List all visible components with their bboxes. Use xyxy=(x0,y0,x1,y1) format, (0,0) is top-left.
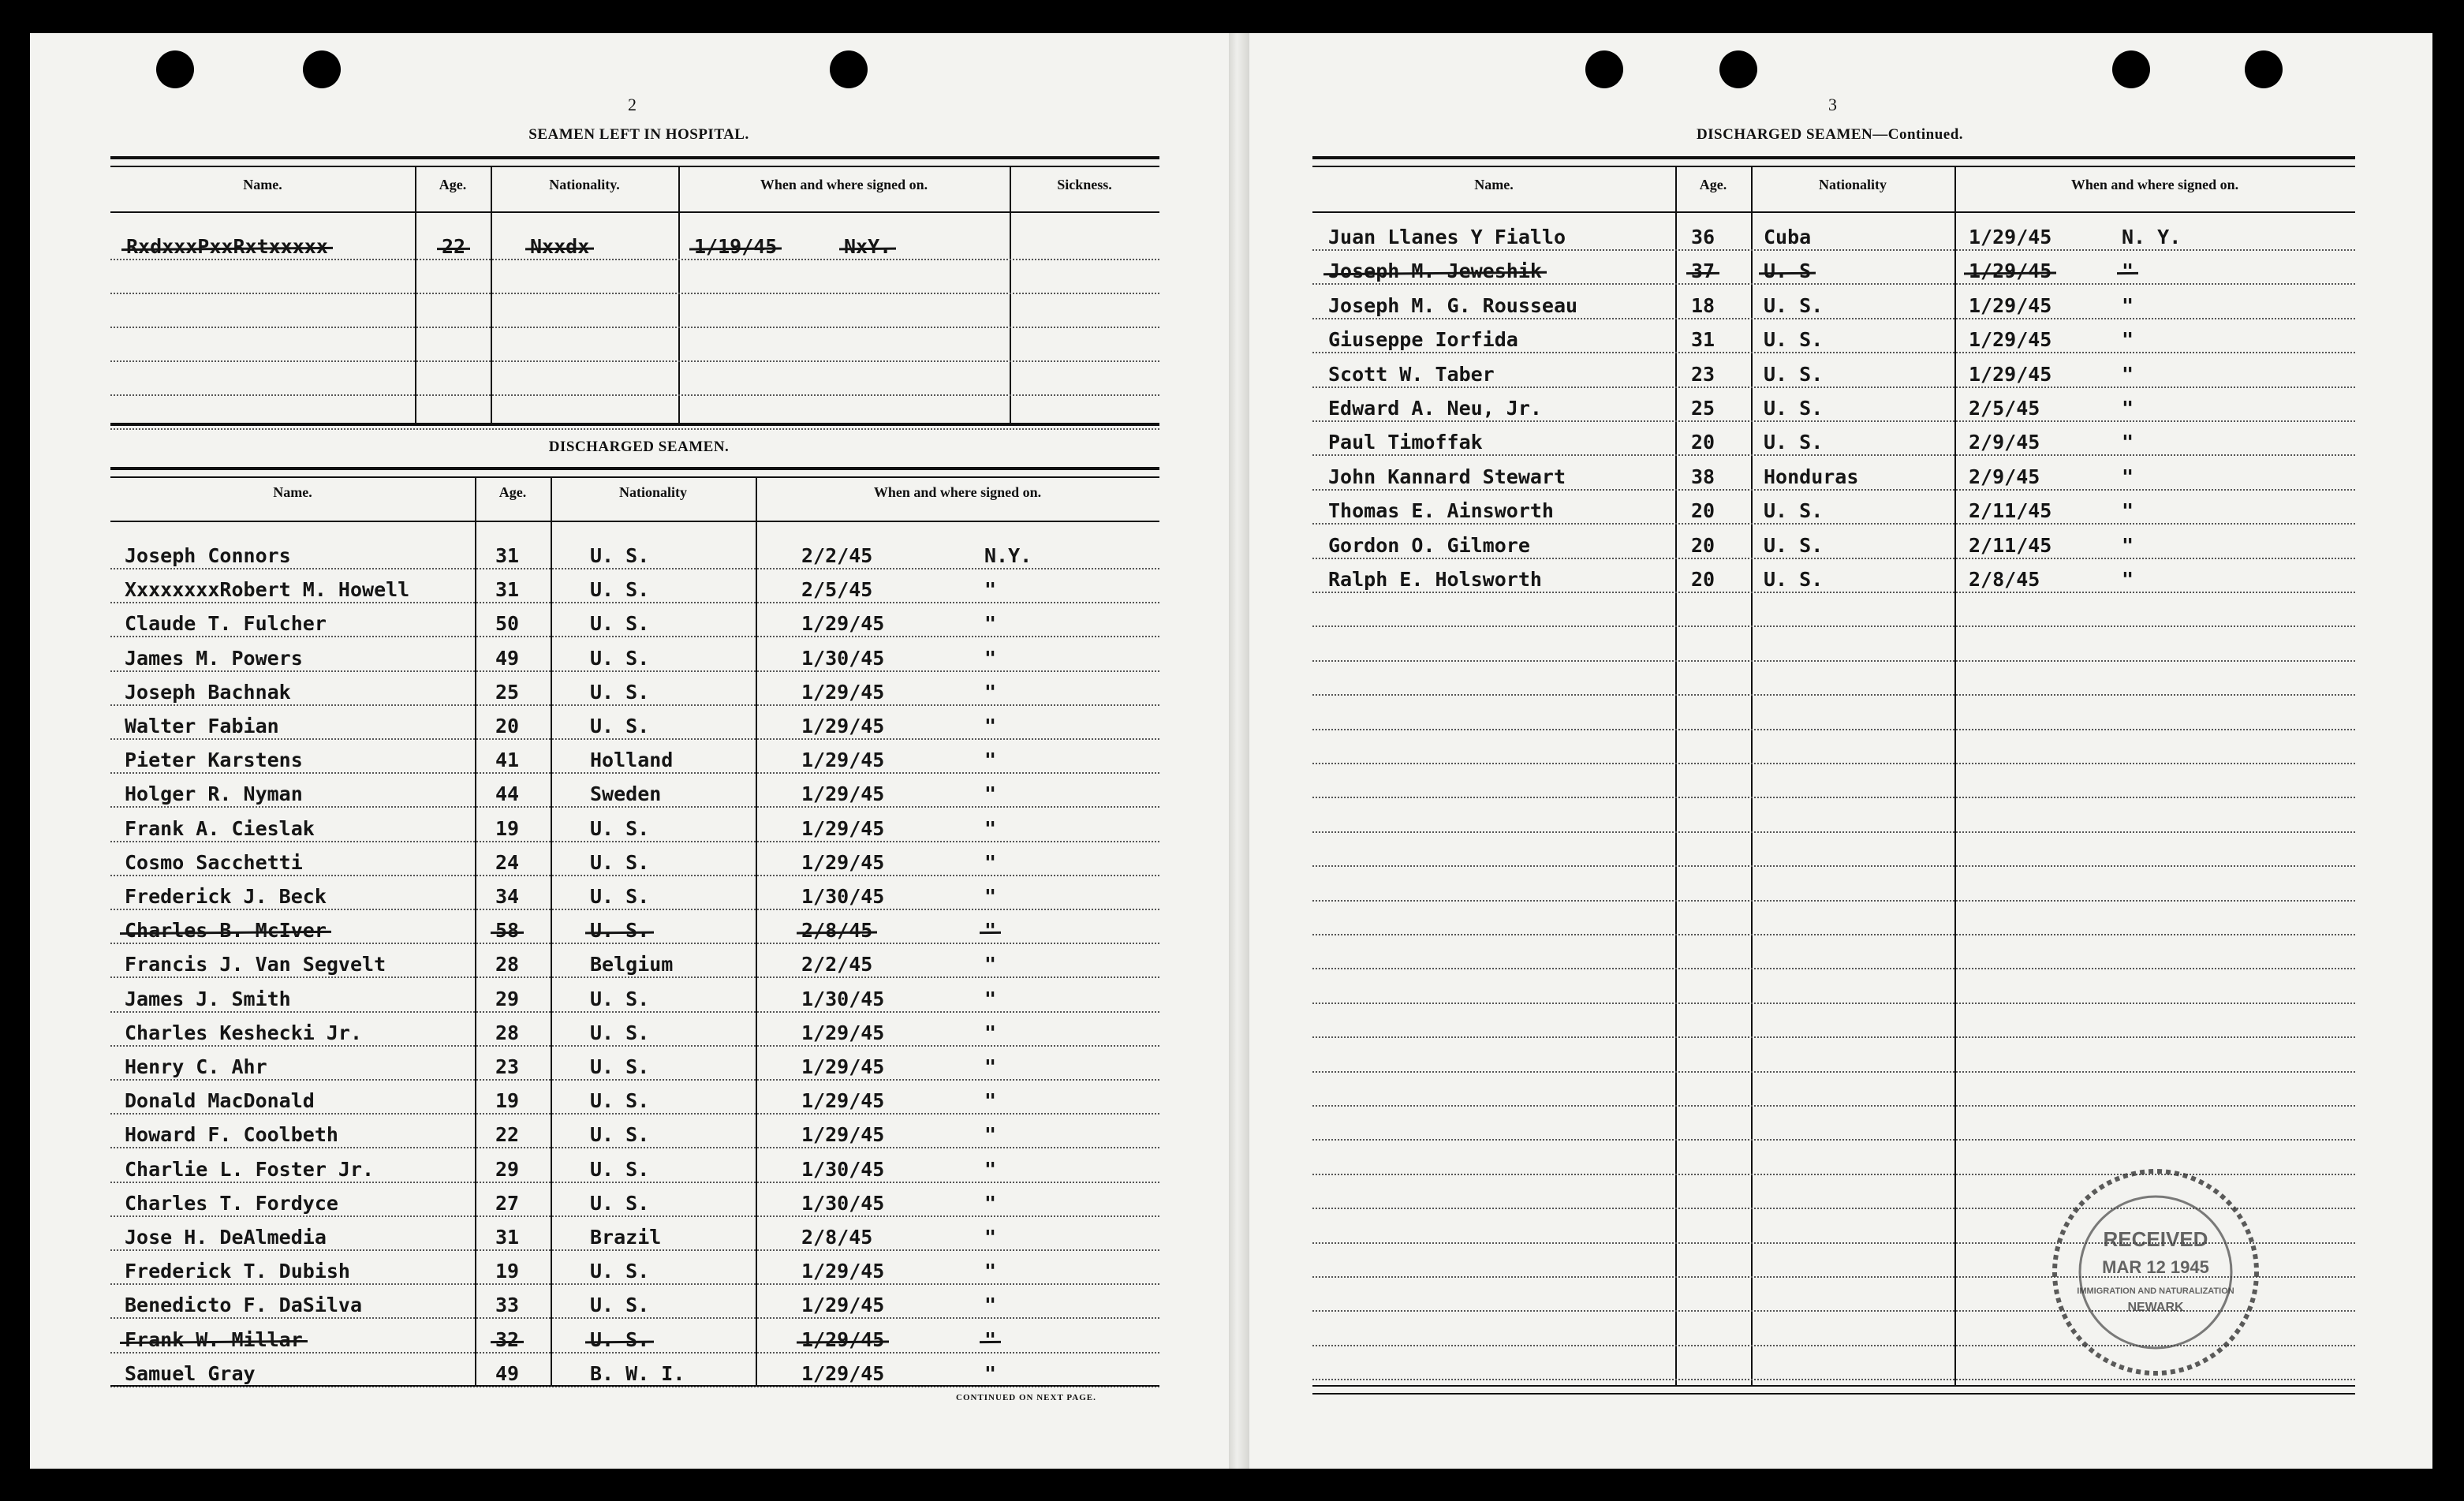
discharged-age-cell: 28 xyxy=(495,953,520,976)
discharged-nationality-cell: U. S. xyxy=(590,1158,650,1181)
discharged-date-cell: 1/30/45 xyxy=(801,885,885,908)
row-rule xyxy=(1312,523,2355,525)
row-rule xyxy=(1312,1139,2355,1141)
discharged-age-cell: 29 xyxy=(495,1158,520,1181)
continued-name-cell: Joseph M. Jeweshik xyxy=(1328,260,1542,282)
column-divider xyxy=(1675,166,1677,1385)
continued-nationality-cell: U. S. xyxy=(1764,397,1824,420)
discharged-age-cell: 50 xyxy=(495,612,520,635)
discharged-name-cell: Charles T. Fordyce xyxy=(125,1192,338,1215)
row-rule xyxy=(110,909,1159,910)
continued-place-cell: " xyxy=(2122,534,2134,557)
discharged-nationality-cell: U. S. xyxy=(590,919,650,942)
discharged-nationality-cell: U. S. xyxy=(590,1089,650,1112)
row-rule xyxy=(110,259,1159,260)
discharged-age-cell: 32 xyxy=(495,1328,520,1351)
continued-nationality-cell: U. S. xyxy=(1764,568,1824,591)
hospital-age-cell: 22 xyxy=(442,235,466,258)
discharged-date-cell: 1/29/45 xyxy=(801,715,885,737)
discharged-date-cell: 2/8/45 xyxy=(801,919,873,942)
continued-nationality-cell: Cuba xyxy=(1764,226,1812,248)
discharged-age-cell: 33 xyxy=(495,1294,520,1316)
discharged-name-cell: Frederick T. Dubish xyxy=(125,1260,350,1283)
row-rule xyxy=(110,670,1159,672)
discharged-place-cell: " xyxy=(984,988,997,1010)
continued-date-cell: 1/29/45 xyxy=(1969,328,2052,351)
discharged-place-cell: " xyxy=(984,1158,997,1181)
continued-name-cell: Ralph E. Holsworth xyxy=(1328,568,1542,591)
discharged-name-cell: Donald MacDonald xyxy=(125,1089,315,1112)
continued-nationality-cell: U. S. xyxy=(1764,363,1824,386)
row-rule xyxy=(1312,386,2355,388)
discharged-age-cell: 31 xyxy=(495,578,520,601)
discharged-date-cell: 1/30/45 xyxy=(801,1158,885,1181)
continued-place-cell: " xyxy=(2122,431,2134,454)
discharged-place-cell: " xyxy=(984,1192,997,1215)
punch-hole xyxy=(1719,50,1757,88)
row-rule xyxy=(110,602,1159,603)
row-rule xyxy=(1312,1071,2355,1073)
row-rule xyxy=(110,1079,1159,1081)
continued-age-cell: 37 xyxy=(1691,260,1715,282)
column-divider xyxy=(491,166,492,423)
discharged-nationality-cell: U. S. xyxy=(590,1021,650,1044)
continued-age-cell: 20 xyxy=(1691,568,1715,591)
discharged-date-cell: 1/29/45 xyxy=(801,1362,885,1385)
rule xyxy=(1312,211,2355,213)
discharged-name-cell: Charles B. McIver xyxy=(125,919,327,942)
page-number-right: 3 xyxy=(1828,95,1837,114)
row-rule xyxy=(110,1215,1159,1217)
discharged-date-cell: 2/8/45 xyxy=(801,1226,873,1249)
discharged-name-cell: Claude T. Fulcher xyxy=(125,612,327,635)
row-rule xyxy=(110,772,1159,774)
discharged-name-cell: James J. Smith xyxy=(125,988,291,1010)
discharged-date-cell: 1/29/45 xyxy=(801,1055,885,1078)
row-rule xyxy=(1312,625,2355,627)
row-rule xyxy=(110,704,1159,706)
row-rule xyxy=(1312,420,2355,422)
continued-nationality-cell: U. S xyxy=(1764,260,1812,282)
row-rule xyxy=(110,875,1159,876)
row-rule xyxy=(110,1147,1159,1148)
discharged-name-cell: Benedicto F. DaSilva xyxy=(125,1294,363,1316)
discharged-place-cell: " xyxy=(984,681,997,704)
column-divider xyxy=(415,166,416,423)
continued-place-cell: " xyxy=(2122,568,2134,591)
row-rule xyxy=(1312,660,2355,662)
row-rule xyxy=(110,293,1159,294)
discharged-place-cell: " xyxy=(984,1021,997,1044)
row-rule xyxy=(110,1182,1159,1183)
discharged-nationality-cell: U. S. xyxy=(590,885,650,908)
discharged-name-cell: XxxxxxxxRobert M. Howell xyxy=(125,578,410,601)
discharged-nationality-cell: U. S. xyxy=(590,1294,650,1316)
discharged-age-cell: 31 xyxy=(495,544,520,567)
continued-age-cell: 36 xyxy=(1691,226,1715,248)
continued-footer: CONTINUED ON NEXT PAGE. xyxy=(956,1393,1096,1402)
stamp-line-3: IMMIGRATION AND NATURALIZATION xyxy=(2077,1286,2234,1296)
row-rule xyxy=(110,327,1159,328)
row-rule xyxy=(1312,283,2355,285)
continued-place-cell: " xyxy=(2122,294,2134,317)
hospital-section-title: SEAMEN LEFT IN HOSPITAL. xyxy=(528,126,749,143)
punch-hole xyxy=(156,50,194,88)
discharged-place-cell: " xyxy=(984,919,997,942)
discharged-place-cell: " xyxy=(984,749,997,771)
rule xyxy=(110,521,1159,522)
row-rule xyxy=(110,1011,1159,1013)
column-divider xyxy=(1954,166,1956,1385)
discharged-date-cell: 1/29/45 xyxy=(801,1260,885,1283)
rule xyxy=(110,423,1159,426)
row-rule xyxy=(110,976,1159,978)
continued-header-age: Age. xyxy=(1699,177,1727,192)
row-rule xyxy=(1312,592,2355,593)
received-stamp xyxy=(2049,1166,2262,1379)
discharged-date-cell: 1/29/45 xyxy=(801,612,885,635)
hospital-nationality-cell: Nxxdx xyxy=(530,235,590,258)
discharged-place-cell: " xyxy=(984,1260,997,1283)
column-divider xyxy=(678,166,680,423)
discharged-age-cell: 29 xyxy=(495,988,520,1010)
discharged-date-cell: 1/29/45 xyxy=(801,1328,885,1351)
discharged-nationality-cell: U. S. xyxy=(590,647,650,670)
rule xyxy=(110,476,1159,478)
discharged-header-age: Age. xyxy=(498,484,527,500)
discharged-place-cell: " xyxy=(984,1226,997,1249)
discharged-name-cell: Pieter Karstens xyxy=(125,749,303,771)
row-rule xyxy=(110,1249,1159,1251)
discharged-section-title: DISCHARGED SEAMEN. xyxy=(548,439,730,455)
discharged-nationality-cell: U. S. xyxy=(590,1260,650,1283)
discharged-name-cell: Frank A. Cieslak xyxy=(125,817,315,840)
discharged-date-cell: 1/29/45 xyxy=(801,1021,885,1044)
row-rule xyxy=(110,943,1159,944)
row-rule xyxy=(1312,352,2355,353)
discharged-place-cell: " xyxy=(984,885,997,908)
discharged-nationality-cell: Belgium xyxy=(590,953,674,976)
continued-nationality-cell: U. S. xyxy=(1764,499,1824,522)
row-rule xyxy=(1312,763,2355,764)
discharged-age-cell: 41 xyxy=(495,749,520,771)
discharged-date-cell: 1/29/45 xyxy=(801,749,885,771)
discharged-date-cell: 1/30/45 xyxy=(801,1192,885,1215)
row-rule xyxy=(1312,489,2355,491)
discharged-nationality-cell: U. S. xyxy=(590,1328,650,1351)
punch-hole xyxy=(830,50,868,88)
discharged-name-cell: Charles Keshecki Jr. xyxy=(125,1021,363,1044)
continued-header-name: Name. xyxy=(1474,177,1514,192)
rule xyxy=(110,467,1159,470)
discharged-place-cell: " xyxy=(984,1294,997,1316)
discharged-place-cell: " xyxy=(984,1089,997,1112)
continued-date-cell: 2/11/45 xyxy=(1969,534,2052,557)
discharged-age-cell: 49 xyxy=(495,1362,520,1385)
row-rule xyxy=(110,360,1159,362)
discharged-place-cell: " xyxy=(984,817,997,840)
discharged-nationality-cell: B. W. I. xyxy=(590,1362,685,1385)
discharged-nationality-cell: Sweden xyxy=(590,782,662,805)
row-rule xyxy=(110,806,1159,808)
continued-place-cell: N. Y. xyxy=(2122,226,2182,248)
row-rule xyxy=(1312,694,2355,696)
discharged-header-name: Name. xyxy=(273,484,312,500)
hospital-header-name: Name. xyxy=(243,177,282,192)
rule xyxy=(1312,156,2355,159)
discharged-name-cell: Francis J. Van Segvelt xyxy=(125,953,386,976)
continued-date-cell: 2/5/45 xyxy=(1969,397,2040,420)
row-rule xyxy=(1312,831,2355,833)
row-rule xyxy=(110,428,1159,430)
punch-hole xyxy=(2245,50,2283,88)
continued-name-cell: Juan Llanes Y Fiallo xyxy=(1328,226,1566,248)
punch-hole xyxy=(2112,50,2150,88)
discharged-age-cell: 19 xyxy=(495,817,520,840)
discharged-place-cell: " xyxy=(984,578,997,601)
discharged-name-cell: Frank W. Millar xyxy=(125,1328,303,1351)
discharged-age-cell: 25 xyxy=(495,681,520,704)
continued-name-cell: Joseph M. G. Rousseau xyxy=(1328,294,1578,317)
discharged-date-cell: 2/2/45 xyxy=(801,544,873,567)
discharged-age-cell: 22 xyxy=(495,1123,520,1146)
row-rule xyxy=(110,1113,1159,1115)
continued-place-cell: " xyxy=(2122,499,2134,522)
continued-name-cell: Giuseppe Iorfida xyxy=(1328,328,1518,351)
continued-age-cell: 38 xyxy=(1691,465,1715,488)
discharged-header-signed-on: When and where signed on. xyxy=(873,484,1042,500)
continued-nationality-cell: U. S. xyxy=(1764,294,1824,317)
discharged-place-cell: " xyxy=(984,1328,997,1351)
row-rule xyxy=(110,568,1159,569)
discharged-name-cell: Walter Fabian xyxy=(125,715,279,737)
discharged-age-cell: 34 xyxy=(495,885,520,908)
continued-date-cell: 1/29/45 xyxy=(1969,226,2052,248)
discharged-date-cell: 1/29/45 xyxy=(801,782,885,805)
discharged-date-cell: 1/29/45 xyxy=(801,681,885,704)
discharged-date-cell: 1/29/45 xyxy=(801,1123,885,1146)
discharged-date-cell: 1/29/45 xyxy=(801,1089,885,1112)
discharged-place-cell: " xyxy=(984,953,997,976)
row-rule xyxy=(110,1352,1159,1354)
discharged-nationality-cell: U. S. xyxy=(590,817,650,840)
continued-name-cell: Gordon O. Gilmore xyxy=(1328,534,1530,557)
hospital-place-cell: NxY. xyxy=(844,235,892,258)
discharged-date-cell: 2/2/45 xyxy=(801,953,873,976)
continued-date-cell: 1/29/45 xyxy=(1969,294,2052,317)
continued-date-cell: 1/29/45 xyxy=(1969,260,2052,282)
punch-hole xyxy=(1585,50,1623,88)
discharged-place-cell: " xyxy=(984,1123,997,1146)
stamp-line-2: MAR 12 1945 xyxy=(2102,1257,2209,1277)
row-rule xyxy=(1312,454,2355,456)
continued-age-cell: 31 xyxy=(1691,328,1715,351)
continued-section-title: DISCHARGED SEAMEN—Continued. xyxy=(1696,126,1964,143)
continued-age-cell: 23 xyxy=(1691,363,1715,386)
continued-place-cell: " xyxy=(2122,260,2134,282)
discharged-header-nationality: Nationality xyxy=(618,484,687,500)
stamp-line-4: NEWARK xyxy=(2127,1301,2184,1314)
discharged-place-cell: " xyxy=(984,851,997,874)
continued-age-cell: 20 xyxy=(1691,499,1715,522)
continued-place-cell: " xyxy=(2122,363,2134,386)
discharged-nationality-cell: U. S. xyxy=(590,988,650,1010)
continued-age-cell: 20 xyxy=(1691,534,1715,557)
hospital-date-cell: 1/19/45 xyxy=(694,235,778,258)
rule xyxy=(110,156,1159,159)
continued-nationality-cell: Honduras xyxy=(1764,465,1859,488)
continued-nationality-cell: U. S. xyxy=(1764,328,1824,351)
row-rule xyxy=(1312,1105,2355,1107)
discharged-nationality-cell: U. S. xyxy=(590,851,650,874)
discharged-age-cell: 27 xyxy=(495,1192,520,1215)
continued-place-cell: " xyxy=(2122,397,2134,420)
discharged-name-cell: James M. Powers xyxy=(125,647,303,670)
discharged-nationality-cell: U. S. xyxy=(590,1192,650,1215)
discharged-name-cell: Cosmo Sacchetti xyxy=(125,851,303,874)
continued-name-cell: Edward A. Neu, Jr. xyxy=(1328,397,1542,420)
discharged-nationality-cell: Holland xyxy=(590,749,674,771)
continued-date-cell: 2/9/45 xyxy=(1969,431,2040,454)
discharged-date-cell: 1/29/45 xyxy=(801,851,885,874)
discharged-nationality-cell: U. S. xyxy=(590,544,650,567)
discharged-nationality-cell: U. S. xyxy=(590,1055,650,1078)
continued-header-signed-on: When and where signed on. xyxy=(2070,177,2239,192)
discharged-age-cell: 19 xyxy=(495,1089,520,1112)
discharged-age-cell: 49 xyxy=(495,647,520,670)
discharged-name-cell: Holger R. Nyman xyxy=(125,782,303,805)
hospital-header-nationality: Nationality. xyxy=(549,177,620,192)
row-rule xyxy=(110,841,1159,842)
discharged-age-cell: 31 xyxy=(495,1226,520,1249)
discharged-age-cell: 58 xyxy=(495,919,520,942)
row-rule xyxy=(1312,1379,2355,1380)
discharged-place-cell: " xyxy=(984,647,997,670)
discharged-name-cell: Jose H. DeAlmedia xyxy=(125,1226,327,1249)
hospital-name-cell: RxdxxxPxxRxtxxxxx xyxy=(126,235,328,258)
continued-name-cell: Paul Timoffak xyxy=(1328,431,1483,454)
row-rule xyxy=(110,738,1159,740)
row-rule xyxy=(110,1283,1159,1285)
continued-age-cell: 18 xyxy=(1691,294,1715,317)
rule xyxy=(1312,166,2355,167)
discharged-place-cell: " xyxy=(984,1055,997,1078)
row-rule xyxy=(1312,249,2355,251)
discharged-place-cell: N.Y. xyxy=(984,544,1032,567)
discharged-date-cell: 1/29/45 xyxy=(801,1294,885,1316)
discharged-nationality-cell: U. S. xyxy=(590,578,650,601)
discharged-nationality-cell: U. S. xyxy=(590,681,650,704)
row-rule xyxy=(1312,900,2355,902)
continued-name-cell: Thomas E. Ainsworth xyxy=(1328,499,1554,522)
discharged-name-cell: Samuel Gray xyxy=(125,1362,256,1385)
discharged-nationality-cell: U. S. xyxy=(590,715,650,737)
binding-gutter xyxy=(1229,33,1249,1469)
discharged-place-cell: " xyxy=(984,612,997,635)
punch-hole xyxy=(303,50,341,88)
row-rule xyxy=(110,1317,1159,1319)
row-rule xyxy=(1312,1003,2355,1004)
discharged-age-cell: 20 xyxy=(495,715,520,737)
continued-age-cell: 20 xyxy=(1691,431,1715,454)
rule xyxy=(110,211,1159,213)
continued-place-cell: " xyxy=(2122,465,2134,488)
discharged-age-cell: 19 xyxy=(495,1260,520,1283)
discharged-date-cell: 1/30/45 xyxy=(801,647,885,670)
continued-date-cell: 2/11/45 xyxy=(1969,499,2052,522)
column-divider xyxy=(1751,166,1753,1385)
row-rule xyxy=(1312,318,2355,319)
row-rule xyxy=(110,394,1159,396)
discharged-date-cell: 2/5/45 xyxy=(801,578,873,601)
page-number-left: 2 xyxy=(628,95,637,114)
discharged-age-cell: 44 xyxy=(495,782,520,805)
discharged-place-cell: " xyxy=(984,715,997,737)
row-rule xyxy=(1312,797,2355,798)
discharged-place-cell: " xyxy=(984,782,997,805)
row-rule xyxy=(1312,934,2355,935)
continued-age-cell: 25 xyxy=(1691,397,1715,420)
continued-nationality-cell: U. S. xyxy=(1764,431,1824,454)
row-rule xyxy=(1312,729,2355,730)
continued-name-cell: John Kannard Stewart xyxy=(1328,465,1566,488)
continued-date-cell: 1/29/45 xyxy=(1969,363,2052,386)
discharged-name-cell: Howard F. Coolbeth xyxy=(125,1123,338,1146)
hospital-header-sickness: Sickness. xyxy=(1057,177,1112,192)
discharged-name-cell: Charlie L. Foster Jr. xyxy=(125,1158,375,1181)
discharged-place-cell: " xyxy=(984,1362,997,1385)
discharged-name-cell: Joseph Connors xyxy=(125,544,291,567)
hospital-header-age: Age. xyxy=(439,177,467,192)
discharged-nationality-cell: Brazil xyxy=(590,1226,662,1249)
hospital-header-signed-on: When and where signed on. xyxy=(760,177,928,192)
row-rule xyxy=(110,636,1159,637)
continued-nationality-cell: U. S. xyxy=(1764,534,1824,557)
continued-date-cell: 2/9/45 xyxy=(1969,465,2040,488)
discharged-age-cell: 23 xyxy=(495,1055,520,1078)
discharged-name-cell: Henry C. Ahr xyxy=(125,1055,267,1078)
discharged-name-cell: Joseph Bachnak xyxy=(125,681,291,704)
rule xyxy=(1312,1385,2355,1387)
discharged-nationality-cell: U. S. xyxy=(590,1123,650,1146)
row-rule xyxy=(1312,968,2355,969)
discharged-age-cell: 24 xyxy=(495,851,520,874)
stamp-line-1: RECEIVED xyxy=(2103,1227,2208,1251)
discharged-date-cell: 1/29/45 xyxy=(801,817,885,840)
row-rule xyxy=(110,1045,1159,1047)
continued-header-nationality: Nationality xyxy=(1818,177,1887,192)
discharged-name-cell: Frederick J. Beck xyxy=(125,885,327,908)
discharged-date-cell: 1/30/45 xyxy=(801,988,885,1010)
row-rule xyxy=(1312,865,2355,867)
continued-name-cell: Scott W. Taber xyxy=(1328,363,1495,386)
rule xyxy=(110,1385,1159,1387)
rule xyxy=(110,166,1159,167)
continued-place-cell: " xyxy=(2122,328,2134,351)
discharged-age-cell: 28 xyxy=(495,1021,520,1044)
row-rule xyxy=(1312,1036,2355,1038)
column-divider xyxy=(1010,166,1011,423)
rule xyxy=(1312,1393,2355,1395)
row-rule xyxy=(1312,558,2355,559)
continued-date-cell: 2/8/45 xyxy=(1969,568,2040,591)
discharged-nationality-cell: U. S. xyxy=(590,612,650,635)
